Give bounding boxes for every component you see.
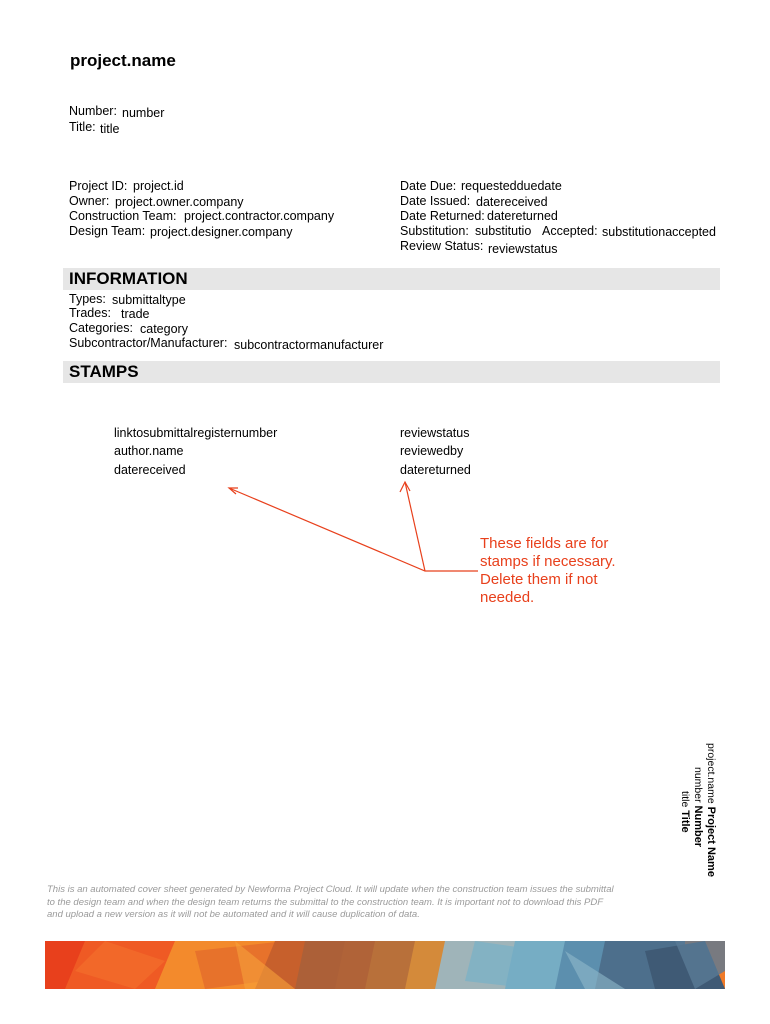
accepted-label: Accepted: xyxy=(542,224,598,238)
date-returned-label: Date Returned: xyxy=(400,209,485,223)
project-name-title: project.name xyxy=(70,51,176,70)
subcontractor-label: Subcontractor/Manufacturer: xyxy=(69,336,228,350)
types-value: submittaltype xyxy=(112,293,186,307)
categories-value: category xyxy=(140,322,188,336)
design-team-value: project.designer.company xyxy=(150,225,293,239)
trades-label: Trades: xyxy=(69,306,111,320)
categories-label: Categories: xyxy=(69,321,133,335)
project-id-label: Project ID: xyxy=(69,179,128,193)
construction-team-label: Construction Team: xyxy=(69,209,177,223)
design-team-label: Design Team: xyxy=(69,224,146,238)
stamps-note: These fields are for stamps if necessary. Delete them if not needed. xyxy=(480,535,616,606)
date-due-value: requestedduedate xyxy=(461,179,562,193)
decorative-banner xyxy=(45,941,725,989)
review-status-value: reviewstatus xyxy=(488,242,558,256)
stamps-heading: STAMPS xyxy=(69,362,139,381)
information-section-header xyxy=(63,268,720,290)
owner-value: project.owner.company xyxy=(115,195,244,209)
number-label: Number: xyxy=(69,104,117,118)
stamp-field-review-status: reviewstatus xyxy=(400,426,470,440)
accepted-value: substitutionaccepted xyxy=(602,225,716,239)
stamp-field-date-returned: datereturned xyxy=(400,463,471,477)
date-issued-label: Date Issued: xyxy=(400,194,471,208)
types-label: Types: xyxy=(69,292,106,306)
stamp-field-reviewed-by: reviewedby xyxy=(400,444,464,458)
owner-label: Owner: xyxy=(69,194,110,208)
number-value: number xyxy=(122,106,165,120)
side-project-value: project.name xyxy=(705,743,717,804)
construction-team-value: project.contractor.company xyxy=(184,209,335,223)
stamp-field-author-name: author.name xyxy=(114,444,184,458)
side-number-label: Number xyxy=(692,805,704,848)
side-number-row xyxy=(691,743,704,877)
date-issued-value: datereceived xyxy=(476,195,548,209)
footer-disclaimer: This is an automated cover sheet generated by Newforma Project Cloud. It will update when the construction team issues the submittal to the design team and when the design team returns the submittal to the construction team. It is important not to download this PDF and upload a new version as it will not be automated and it will cause duplication of data. xyxy=(47,884,614,920)
information-heading: INFORMATION xyxy=(69,269,188,288)
side-title-row xyxy=(678,743,691,877)
stamp-field-date-received: datereceived xyxy=(114,463,186,477)
subcontractor-value: subcontractormanufacturer xyxy=(234,338,384,352)
substitution-label: Substitution: xyxy=(400,224,469,238)
stamp-field-register-number: linktosubmittalregisternumber xyxy=(114,426,278,440)
arrow-to-stamps-left xyxy=(229,488,478,571)
side-number-value: number xyxy=(692,767,704,803)
arrowhead-left xyxy=(229,488,238,494)
arrow-to-stamps-right xyxy=(405,482,425,571)
substitution-value: substitutio xyxy=(475,224,532,238)
arrowhead-right xyxy=(400,482,410,492)
date-returned-value: datereturned xyxy=(487,209,558,223)
title-label: Title: xyxy=(69,120,96,134)
side-project-row xyxy=(704,743,717,877)
title-value: title xyxy=(100,122,120,136)
side-project-label: Project Name xyxy=(705,806,717,877)
review-status-label: Review Status: xyxy=(400,239,484,253)
side-title-value: title xyxy=(679,791,691,808)
stamps-section-header xyxy=(63,361,720,383)
date-due-label: Date Due: xyxy=(400,179,457,193)
side-title-label: Title xyxy=(679,810,691,833)
trades-value: trade xyxy=(121,307,150,321)
side-title-block xyxy=(678,743,717,877)
project-id-value: project.id xyxy=(133,179,184,193)
